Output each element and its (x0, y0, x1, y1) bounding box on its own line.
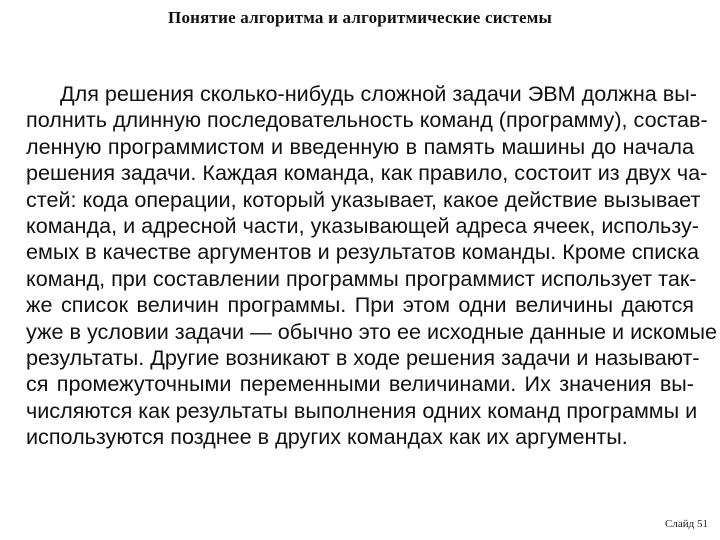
slide-title: Понятие алгоритма и алгоритмические системы (168, 8, 552, 27)
paragraph-line: стей: кода операции, который указывает, какое действие вызывает (26, 186, 701, 212)
paragraph-line: ся промежуточными переменными величинами. Их значения вы- (26, 371, 694, 397)
paragraph-line: решения задачи. Каждая команда, как правило, состоит из двух ча- (26, 160, 708, 186)
paragraph-line: ленную программистом и введенную в память машины до начала (26, 133, 694, 159)
paragraph-line: команд, при составлении программы программист использует так- (26, 265, 697, 291)
paragraph-line: результаты. Другие возникают в ходе решения задачи и называют- (26, 345, 700, 371)
paragraph-line: полнить длинную последовательность команд (программу), состав- (26, 107, 708, 133)
paragraph-line: команда, и адресной части, указывающей адреса ячеек, использу- (26, 213, 699, 239)
body-paragraph (26, 81, 717, 451)
slide-number: Слайд 51 (665, 518, 708, 530)
paragraph-line: же список величин программы. При этом одни величины даются (26, 292, 694, 318)
paragraph-line: уже в условии задачи — обычно это ее исходные данные и искомые (26, 318, 717, 344)
paragraph-line: числяются как результаты выполнения одних команд программы и (26, 397, 698, 423)
paragraph-line: емых в качестве аргументов и результатов команды. Кроме списка (26, 239, 700, 265)
paragraph-line: используются позднее в других командах как их аргументы. (26, 424, 628, 450)
paragraph-line: Для решения сколько-нибудь сложной задачи ЭВМ должна вы- (60, 81, 697, 106)
